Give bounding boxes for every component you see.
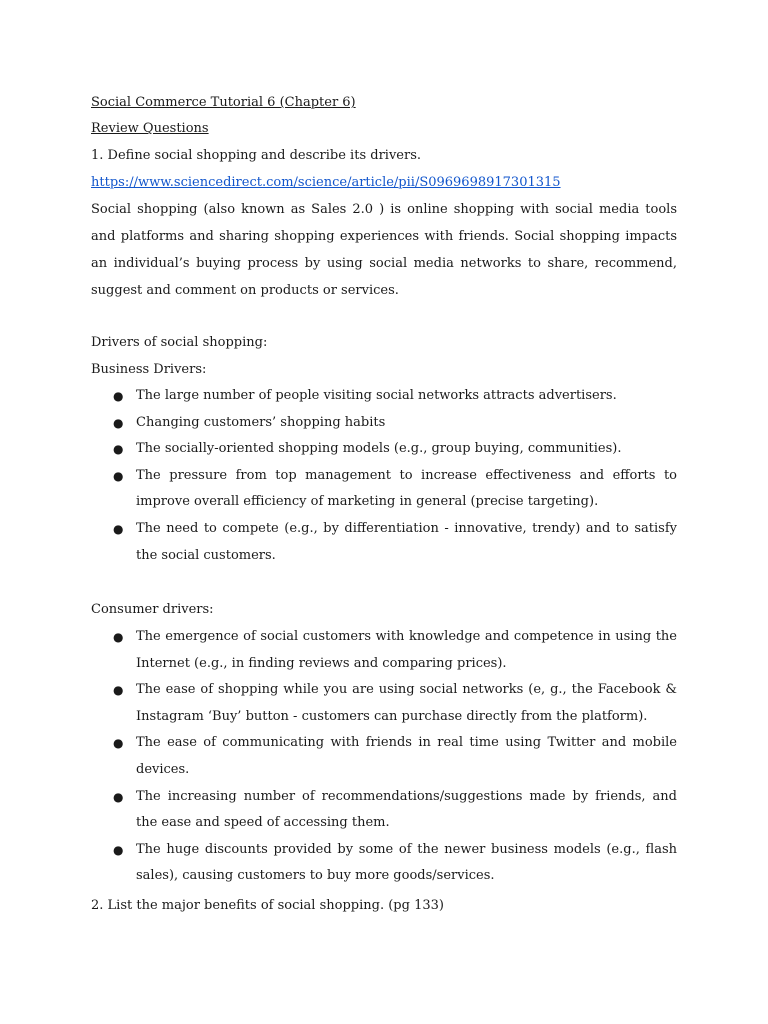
list-item: ● The emergence of social customers with knowledge and competence in using the Internet (e.g., in finding reviews and comparing prices). (91, 624, 677, 677)
bullet-icon: ● (113, 683, 124, 698)
question-2: 2. List the major benefits of social shopping. (pg 133) (91, 898, 444, 913)
drivers-heading: Drivers of social shopping: (91, 335, 268, 350)
list-item: ● The ease of shopping while you are using social networks (e, g., the Facebook & Instagram ‘Buy’ button - customers can purchase directly from the platform). (91, 677, 677, 730)
bullet-icon: ● (113, 842, 124, 857)
list-item: ● The increasing number of recommendations/suggestions made by friends, and the ease and speed of accessing them. (91, 784, 677, 837)
business-drivers-heading: Business Drivers: (91, 362, 207, 377)
definition-paragraph: Social shopping (also known as Sales 2.0 ) is online shopping with social media tools and platforms and sharing shopping experiences with friends. Social shopping impacts an individual’s buying process by using social media networks to share, recommend, suggest and comment on products or services. (91, 202, 677, 298)
question-1: 1. Define social shopping and describe its drivers. (91, 148, 421, 163)
list-item: ● The large number of people visiting social networks attracts advertisers. (91, 383, 677, 410)
bullet-icon: ● (113, 521, 124, 536)
bullet-icon: ● (113, 468, 124, 483)
list-item: ● The socially-oriented shopping models (e.g., group buying, communities). (91, 436, 677, 463)
reference-link[interactable]: https://www.sciencedirect.com/science/article/pii/S0969698917301315 (91, 175, 561, 190)
list-item: ● The need to compete (e.g., by differentiation - innovative, trendy) and to satisfy the social customers. (91, 516, 677, 569)
bullet-icon: ● (113, 630, 124, 644)
bullet-icon: ● (113, 736, 124, 751)
list-item: ● The pressure from top management to increase effectiveness and efforts to improve overall efficiency of marketing in general (precise targeting). (91, 463, 677, 516)
list-item: ● Changing customers’ shopping habits (91, 410, 677, 437)
consumer-drivers-list (91, 624, 677, 890)
business-drivers-list (91, 383, 677, 569)
list-item: ● The huge discounts provided by some of the newer business models (e.g., flash sales), causing customers to buy more goods/services. (91, 837, 677, 890)
list-item: ● The ease of communicating with friends in real time using Twitter and mobile devices. (91, 730, 677, 783)
bullet-icon: ● (113, 789, 124, 804)
bullet-icon: ● (113, 389, 124, 403)
document-title: Social Commerce Tutorial 6 (Chapter 6) (91, 95, 356, 110)
bullet-icon: ● (113, 415, 124, 430)
consumer-drivers-heading: Consumer drivers: (91, 602, 214, 617)
review-questions-heading: Review Questions (91, 121, 209, 136)
bullet-icon: ● (113, 442, 124, 457)
